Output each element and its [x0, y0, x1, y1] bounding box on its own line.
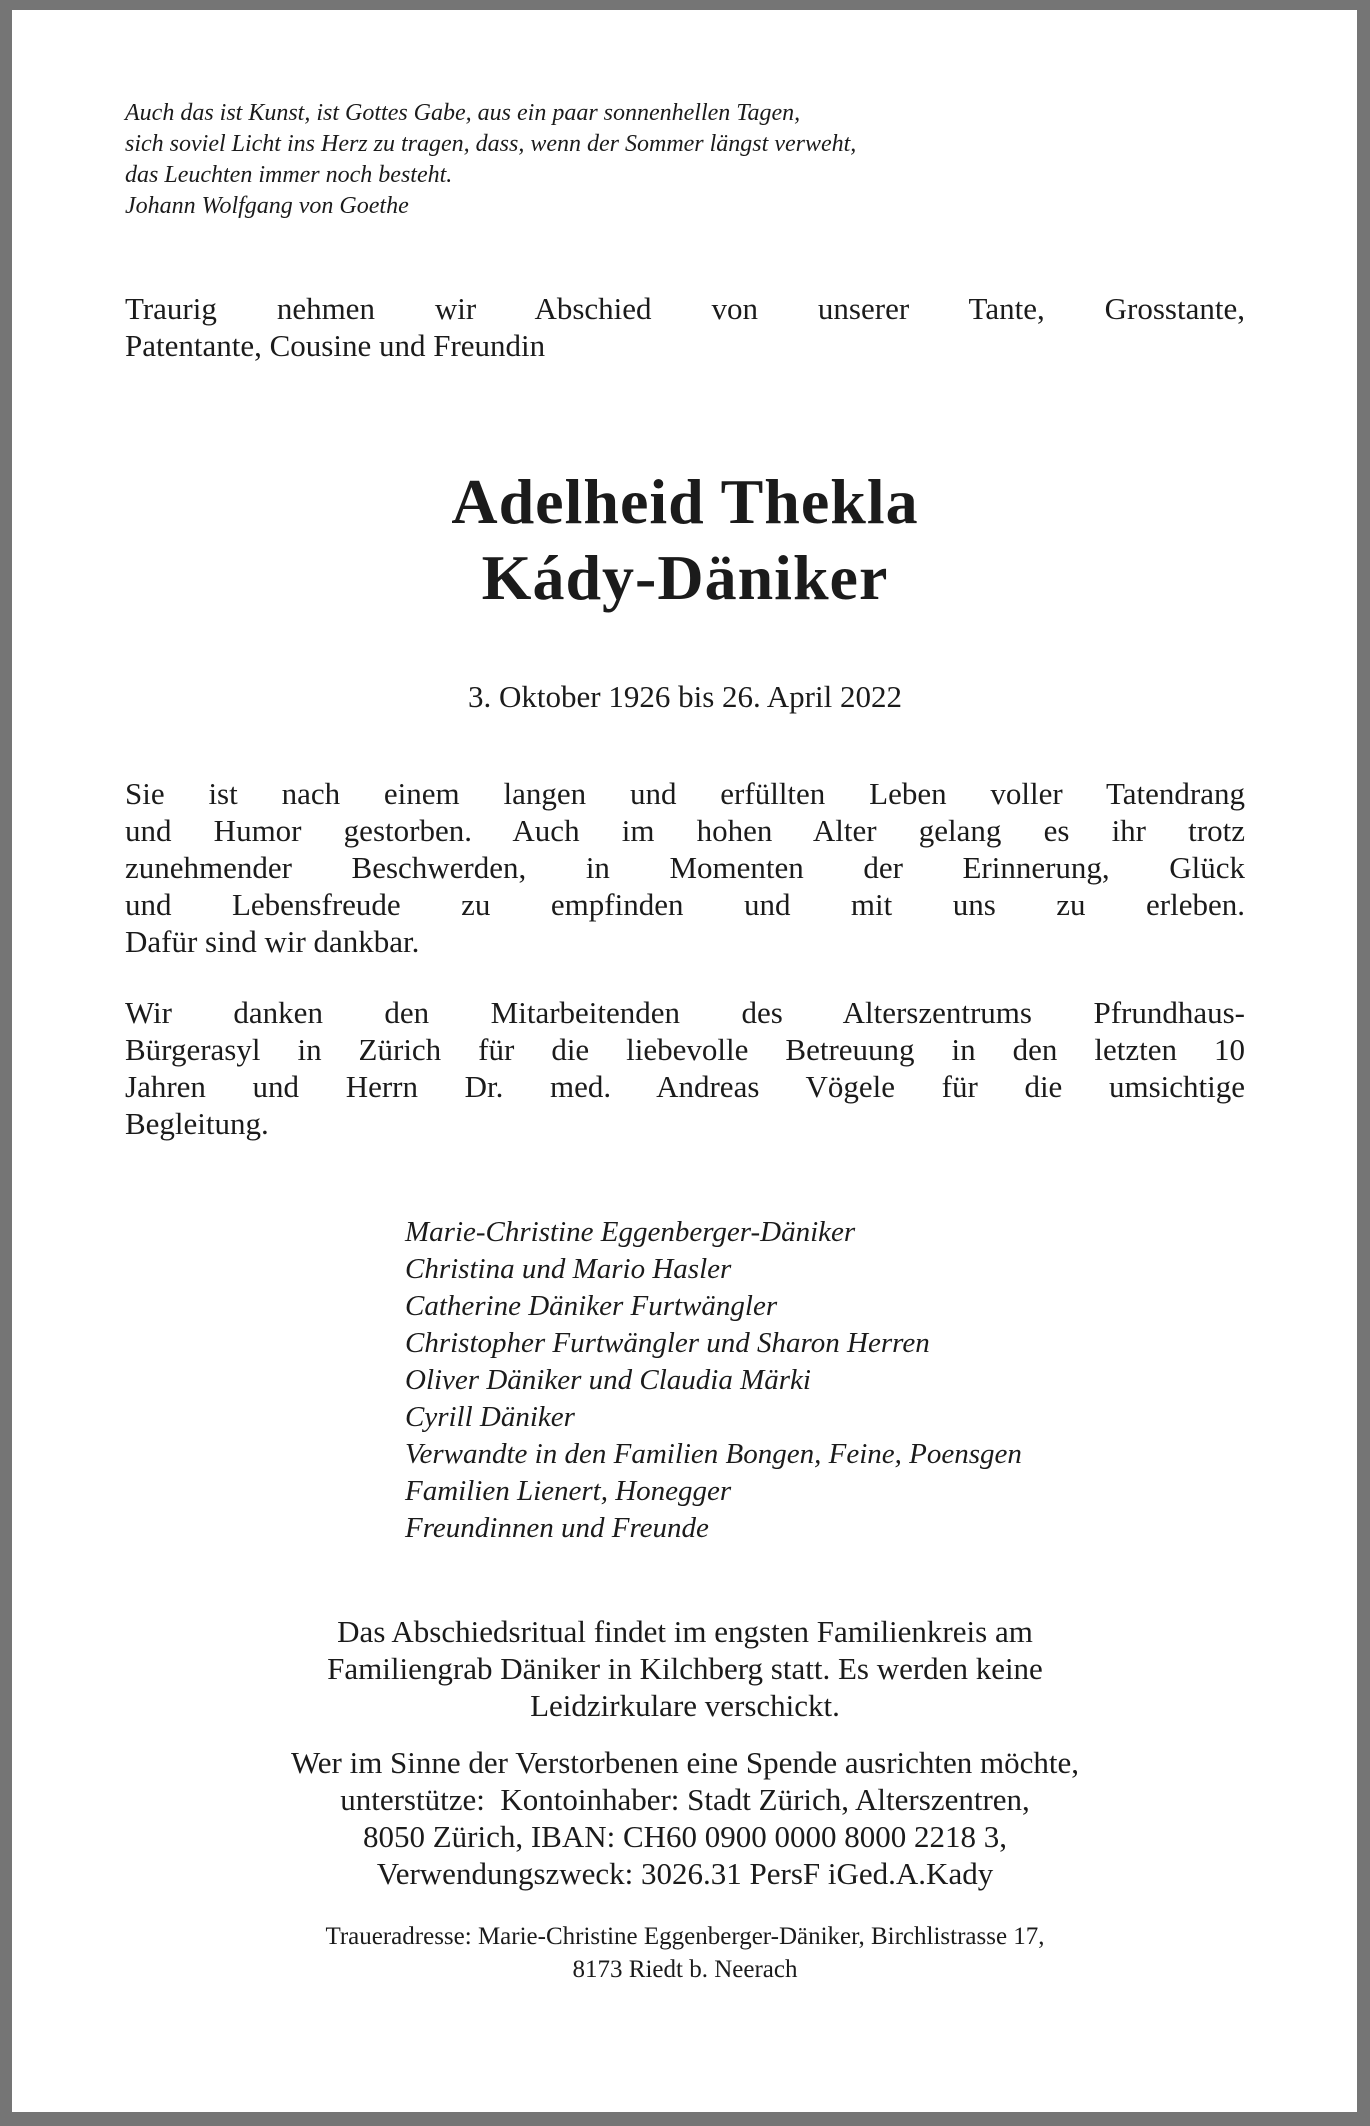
obituary-content [12, 98, 1357, 1986]
mourning-address [125, 1920, 1245, 1986]
funeral-line: Familiengrab Däniker in Kilchberg statt. Es werden keine [327, 1651, 1043, 1686]
quote-line: sich soviel Licht ins Herz zu tragen, dass, wenn der Sommer längst verweht, [125, 131, 857, 157]
donation-line: Verwendungszweck: 3026.31 PersF iGed.A.Kady [376, 1856, 994, 1891]
address-line: Traueradresse: Marie-Christine Eggenberger-Däniker, Birchlistrasse 17, [325, 1923, 1045, 1950]
address-line: 8173 Riedt b. Neerach [572, 1956, 798, 1983]
paragraph-line: und Humor gestorben. Auch im hohen Alter gelang es ihr trotz [125, 813, 1245, 848]
paragraph-line: Wir danken den Mitarbeitenden des Alterszentrums Pfrundhaus- [125, 995, 1245, 1030]
deceased-name-line1: Adelheid Thekla [451, 466, 919, 537]
mourner-line: Christopher Furtwängler und Sharon Herren [405, 1327, 930, 1359]
goethe-quote [125, 98, 1245, 222]
paragraph-line: Dafür sind wir dankbar. [125, 924, 420, 959]
farewell-intro [125, 290, 1245, 364]
mourner-line: Oliver Däniker und Claudia Märki [405, 1364, 811, 1396]
quote-line: Auch das ist Kunst, ist Gottes Gabe, aus ein paar sonnenhellen Tagen, [125, 100, 801, 126]
paragraph-line: Bürgerasyl in Zürich für die liebevolle Betreuung in den letzten 10 [125, 1032, 1245, 1067]
mourner-line: Marie-Christine Eggenberger-Däniker [405, 1216, 856, 1248]
deceased-name-line2: Kády-Däniker [481, 542, 889, 613]
intro-line: Patentante, Cousine und Freundin [125, 328, 546, 363]
deceased-name [125, 464, 1245, 616]
funeral-line: Leidzirkulare verschickt. [530, 1688, 840, 1723]
donation-line: 8050 Zürich, IBAN: CH60 0900 0000 8000 2218 3, [362, 1819, 1008, 1854]
mourner-line: Christina und Mario Hasler [405, 1253, 732, 1285]
mourner-line: Familien Lienert, Honegger [405, 1475, 732, 1507]
paragraph-line: Sie ist nach einem langen und erfüllten Leben voller Tatendrang [125, 776, 1245, 811]
mourners-list [405, 1214, 1245, 1547]
mourner-line: Catherine Däniker Furtwängler [405, 1290, 778, 1322]
mourner-line: Cyrill Däniker [405, 1401, 575, 1433]
quote-line: das Leuchten immer noch besteht. [125, 162, 453, 188]
obituary-page [12, 10, 1357, 2112]
donation-line: Wer im Sinne der Verstorbenen eine Spende ausrichten möchte, [290, 1745, 1080, 1780]
obituary-paragraph-2 [125, 994, 1245, 1142]
donation-line: unterstütze: Kontoinhaber: Stadt Zürich, Alterszentren, [340, 1782, 1030, 1817]
paragraph-line: Begleitung. [125, 1106, 269, 1141]
quote-line: Johann Wolfgang von Goethe [125, 193, 409, 219]
paragraph-line: Jahren und Herrn Dr. med. Andreas Vögele für die umsichtige [125, 1069, 1245, 1104]
paragraph-line: und Lebensfreude zu empfinden und mit uns zu erleben. [125, 887, 1245, 922]
obituary-paragraph-1 [125, 775, 1245, 960]
intro-line: Traurig nehmen wir Abschied von unserer Tante, Grosstante, [125, 291, 1245, 326]
donation-information [125, 1744, 1245, 1892]
mourner-line: Verwandte in den Familien Bongen, Feine, Poensgen [405, 1438, 1022, 1470]
funeral-line: Das Abschiedsritual findet im engsten Familienkreis am [337, 1614, 1033, 1649]
mourner-line: Freundinnen und Freunde [405, 1512, 709, 1544]
funeral-information [125, 1613, 1245, 1724]
paragraph-line: zunehmender Beschwerden, in Momenten der Erinnerung, Glück [125, 850, 1245, 885]
life-dates: 3. Oktober 1926 bis 26. April 2022 [468, 679, 902, 714]
